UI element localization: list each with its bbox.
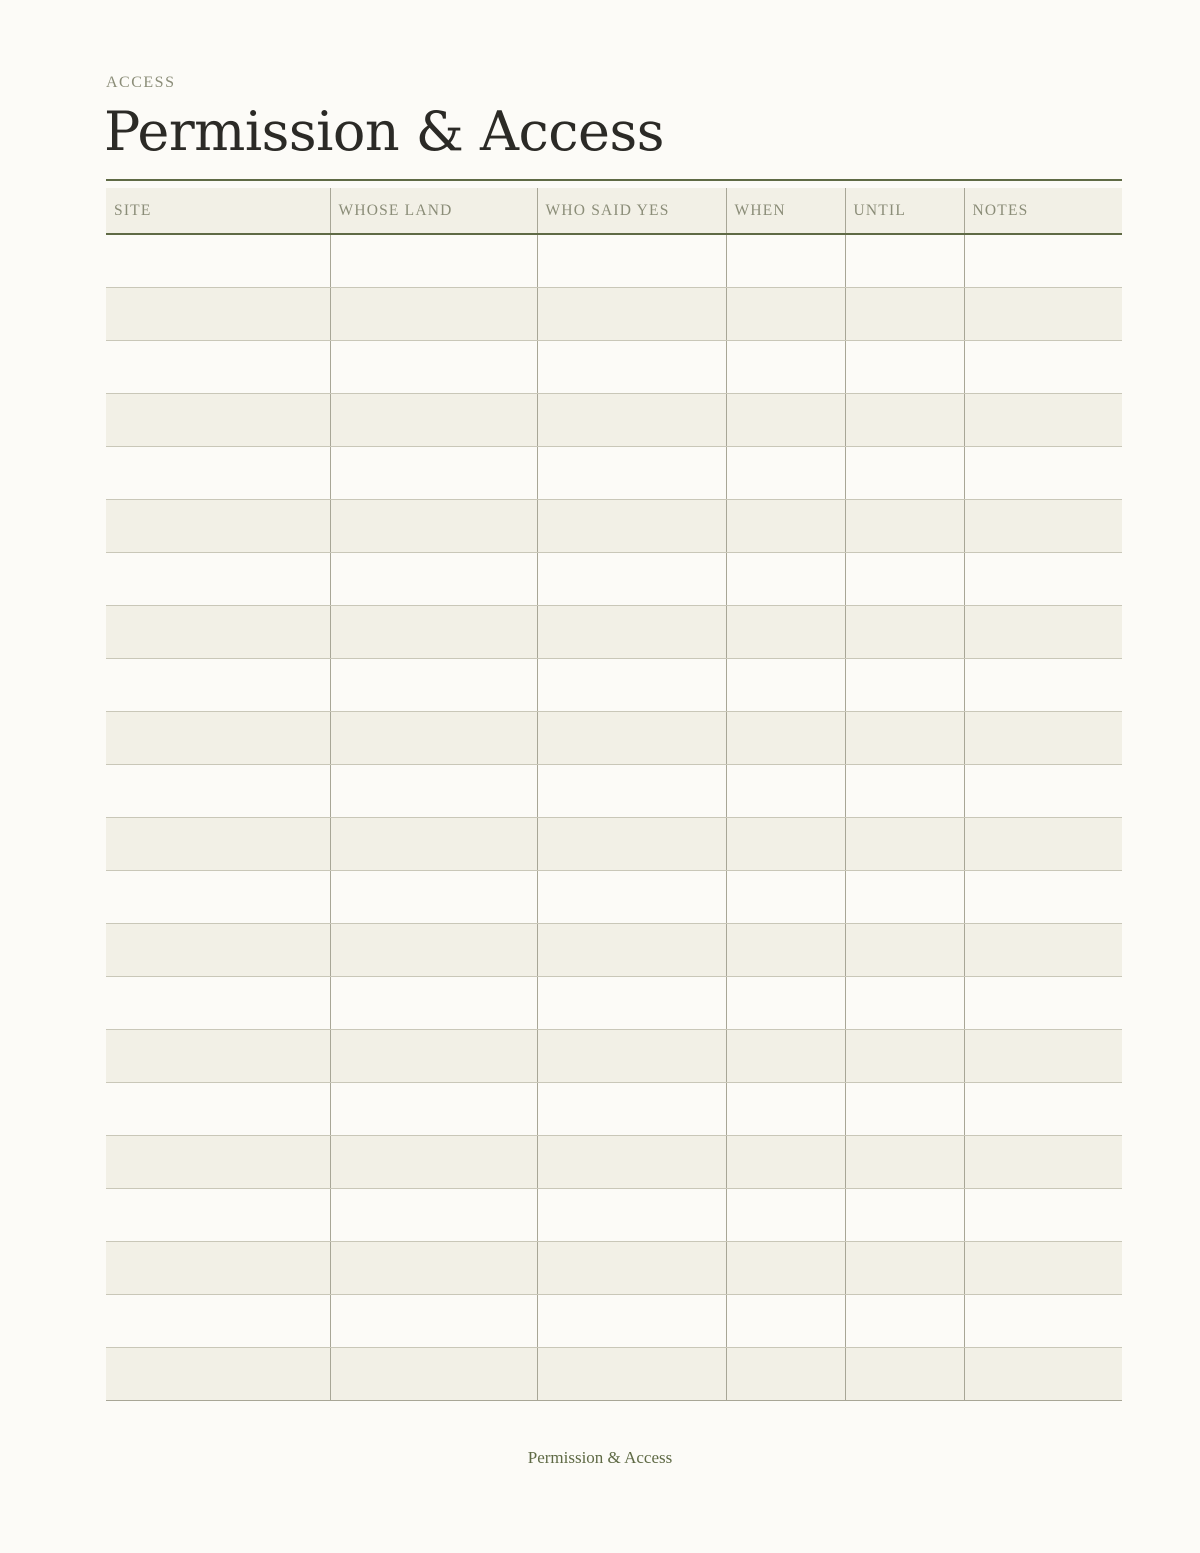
- cell-site[interactable]: [106, 1189, 330, 1242]
- cell-notes[interactable]: [964, 234, 1122, 288]
- cell-notes[interactable]: [964, 394, 1122, 447]
- cell-site[interactable]: [106, 977, 330, 1030]
- cell-notes[interactable]: [964, 500, 1122, 553]
- cell-whose-land[interactable]: [330, 1083, 537, 1136]
- cell-notes[interactable]: [964, 659, 1122, 712]
- cell-whose-land[interactable]: [330, 606, 537, 659]
- cell-when[interactable]: [726, 234, 845, 288]
- cell-notes[interactable]: [964, 712, 1122, 765]
- cell-when[interactable]: [726, 977, 845, 1030]
- cell-notes[interactable]: [964, 553, 1122, 606]
- table-row: [106, 924, 1122, 977]
- cell-when[interactable]: [726, 1242, 845, 1295]
- cell-until[interactable]: [845, 341, 964, 394]
- cell-when[interactable]: [726, 394, 845, 447]
- cell-who-said-yes[interactable]: [537, 288, 726, 341]
- cell-site[interactable]: [106, 1348, 330, 1401]
- cell-whose-land[interactable]: [330, 712, 537, 765]
- cell-whose-land[interactable]: [330, 659, 537, 712]
- cell-until[interactable]: [845, 1242, 964, 1295]
- table-row: [106, 1083, 1122, 1136]
- cell-whose-land[interactable]: [330, 553, 537, 606]
- cell-who-said-yes[interactable]: [537, 1189, 726, 1242]
- cell-who-said-yes[interactable]: [537, 765, 726, 818]
- cell-whose-land[interactable]: [330, 1030, 537, 1083]
- cell-until[interactable]: [845, 1083, 964, 1136]
- cell-whose-land[interactable]: [330, 818, 537, 871]
- cell-when[interactable]: [726, 500, 845, 553]
- cell-whose-land[interactable]: [330, 1295, 537, 1348]
- cell-who-said-yes[interactable]: [537, 341, 726, 394]
- cell-until[interactable]: [845, 500, 964, 553]
- table-body: [106, 234, 1122, 1401]
- cell-who-said-yes[interactable]: [537, 1242, 726, 1295]
- cell-who-said-yes[interactable]: [537, 977, 726, 1030]
- cell-who-said-yes[interactable]: [537, 606, 726, 659]
- cell-notes[interactable]: [964, 1030, 1122, 1083]
- cell-when[interactable]: [726, 765, 845, 818]
- cell-site[interactable]: [106, 871, 330, 924]
- column-header-whose-land: WHOSE LAND: [330, 188, 537, 234]
- table-row: [106, 1189, 1122, 1242]
- cell-when[interactable]: [726, 818, 845, 871]
- cell-who-said-yes[interactable]: [537, 394, 726, 447]
- table-row: [106, 447, 1122, 500]
- cell-site[interactable]: [106, 1030, 330, 1083]
- cell-until[interactable]: [845, 447, 964, 500]
- table-row: [106, 394, 1122, 447]
- cell-notes[interactable]: [964, 1348, 1122, 1401]
- cell-site[interactable]: [106, 500, 330, 553]
- cell-who-said-yes[interactable]: [537, 500, 726, 553]
- cell-until[interactable]: [845, 606, 964, 659]
- cell-whose-land[interactable]: [330, 1348, 537, 1401]
- cell-when[interactable]: [726, 288, 845, 341]
- cell-when[interactable]: [726, 659, 845, 712]
- cell-notes[interactable]: [964, 924, 1122, 977]
- cell-who-said-yes[interactable]: [537, 1348, 726, 1401]
- cell-until[interactable]: [845, 1348, 964, 1401]
- cell-who-said-yes[interactable]: [537, 1136, 726, 1189]
- cell-who-said-yes[interactable]: [537, 818, 726, 871]
- cell-when[interactable]: [726, 1030, 845, 1083]
- cell-who-said-yes[interactable]: [537, 871, 726, 924]
- table-row: [106, 500, 1122, 553]
- cell-notes[interactable]: [964, 818, 1122, 871]
- cell-notes[interactable]: [964, 606, 1122, 659]
- cell-whose-land[interactable]: [330, 341, 537, 394]
- cell-whose-land[interactable]: [330, 288, 537, 341]
- cell-whose-land[interactable]: [330, 500, 537, 553]
- column-header-notes: NOTES: [964, 188, 1122, 234]
- cell-notes[interactable]: [964, 1295, 1122, 1348]
- cell-site[interactable]: [106, 606, 330, 659]
- cell-when[interactable]: [726, 1348, 845, 1401]
- cell-until[interactable]: [845, 1030, 964, 1083]
- cell-site[interactable]: [106, 924, 330, 977]
- permission-log-table: [106, 188, 1122, 1401]
- section-kicker: ACCESS: [106, 74, 176, 91]
- cell-whose-land[interactable]: [330, 234, 537, 288]
- cell-who-said-yes[interactable]: [537, 659, 726, 712]
- cell-until[interactable]: [845, 659, 964, 712]
- cell-until[interactable]: [845, 234, 964, 288]
- table-row: [106, 234, 1122, 288]
- cell-site[interactable]: [106, 288, 330, 341]
- cell-until[interactable]: [845, 924, 964, 977]
- table-row: [106, 818, 1122, 871]
- cell-notes[interactable]: [964, 765, 1122, 818]
- cell-when[interactable]: [726, 924, 845, 977]
- cell-when[interactable]: [726, 871, 845, 924]
- cell-who-said-yes[interactable]: [537, 712, 726, 765]
- cell-until[interactable]: [845, 1295, 964, 1348]
- cell-until[interactable]: [845, 1136, 964, 1189]
- cell-site[interactable]: [106, 234, 330, 288]
- cell-site[interactable]: [106, 1136, 330, 1189]
- table-row: [106, 341, 1122, 394]
- cell-site[interactable]: [106, 447, 330, 500]
- cell-whose-land[interactable]: [330, 765, 537, 818]
- cell-until[interactable]: [845, 977, 964, 1030]
- cell-when[interactable]: [726, 1295, 845, 1348]
- cell-site[interactable]: [106, 553, 330, 606]
- cell-site[interactable]: [106, 1242, 330, 1295]
- table-row: [106, 1136, 1122, 1189]
- cell-who-said-yes[interactable]: [537, 924, 726, 977]
- table-row: [106, 659, 1122, 712]
- table-row: [106, 1295, 1122, 1348]
- cell-site[interactable]: [106, 659, 330, 712]
- column-header-who-said-yes: WHO SAID YES: [537, 188, 726, 234]
- cell-when[interactable]: [726, 553, 845, 606]
- cell-until[interactable]: [845, 1189, 964, 1242]
- cell-until[interactable]: [845, 712, 964, 765]
- cell-notes[interactable]: [964, 977, 1122, 1030]
- cell-notes[interactable]: [964, 871, 1122, 924]
- cell-notes[interactable]: [964, 447, 1122, 500]
- table-row: [106, 1030, 1122, 1083]
- cell-whose-land[interactable]: [330, 1136, 537, 1189]
- cell-who-said-yes[interactable]: [537, 1030, 726, 1083]
- cell-when[interactable]: [726, 1083, 845, 1136]
- column-header-until: UNTIL: [845, 188, 964, 234]
- table-row: [106, 1348, 1122, 1401]
- cell-who-said-yes[interactable]: [537, 447, 726, 500]
- cell-notes[interactable]: [964, 341, 1122, 394]
- cell-whose-land[interactable]: [330, 1189, 537, 1242]
- cell-site[interactable]: [106, 765, 330, 818]
- table-header-row: [106, 188, 1122, 234]
- cell-whose-land[interactable]: [330, 977, 537, 1030]
- table-row: [106, 977, 1122, 1030]
- cell-site[interactable]: [106, 1295, 330, 1348]
- cell-whose-land[interactable]: [330, 871, 537, 924]
- cell-notes[interactable]: [964, 1242, 1122, 1295]
- cell-until[interactable]: [845, 394, 964, 447]
- page-footer: Permission & Access: [527, 1448, 673, 1467]
- title-divider: [106, 179, 1122, 181]
- cell-notes[interactable]: [964, 1189, 1122, 1242]
- cell-until[interactable]: [845, 288, 964, 341]
- cell-when[interactable]: [726, 447, 845, 500]
- cell-who-said-yes[interactable]: [537, 234, 726, 288]
- cell-when[interactable]: [726, 341, 845, 394]
- table-row: [106, 553, 1122, 606]
- cell-until[interactable]: [845, 553, 964, 606]
- page-title: Permission & Access: [104, 100, 664, 163]
- cell-until[interactable]: [845, 765, 964, 818]
- cell-who-said-yes[interactable]: [537, 1295, 726, 1348]
- cell-when[interactable]: [726, 712, 845, 765]
- cell-who-said-yes[interactable]: [537, 1083, 726, 1136]
- table-row: [106, 606, 1122, 659]
- cell-when[interactable]: [726, 1189, 845, 1242]
- column-header-when: WHEN: [726, 188, 845, 234]
- table-row: [106, 1242, 1122, 1295]
- cell-when[interactable]: [726, 606, 845, 659]
- cell-site[interactable]: [106, 394, 330, 447]
- cell-notes[interactable]: [964, 1136, 1122, 1189]
- cell-site[interactable]: [106, 818, 330, 871]
- cell-until[interactable]: [845, 871, 964, 924]
- cell-site[interactable]: [106, 712, 330, 765]
- table-row: [106, 765, 1122, 818]
- cell-notes[interactable]: [964, 288, 1122, 341]
- cell-notes[interactable]: [964, 1083, 1122, 1136]
- cell-site[interactable]: [106, 1083, 330, 1136]
- column-header-site: SITE: [106, 188, 330, 234]
- cell-whose-land[interactable]: [330, 1242, 537, 1295]
- table-row: [106, 871, 1122, 924]
- table-row: [106, 288, 1122, 341]
- cell-who-said-yes[interactable]: [537, 553, 726, 606]
- cell-site[interactable]: [106, 341, 330, 394]
- cell-whose-land[interactable]: [330, 394, 537, 447]
- cell-whose-land[interactable]: [330, 447, 537, 500]
- cell-whose-land[interactable]: [330, 924, 537, 977]
- cell-until[interactable]: [845, 818, 964, 871]
- cell-when[interactable]: [726, 1136, 845, 1189]
- table-row: [106, 712, 1122, 765]
